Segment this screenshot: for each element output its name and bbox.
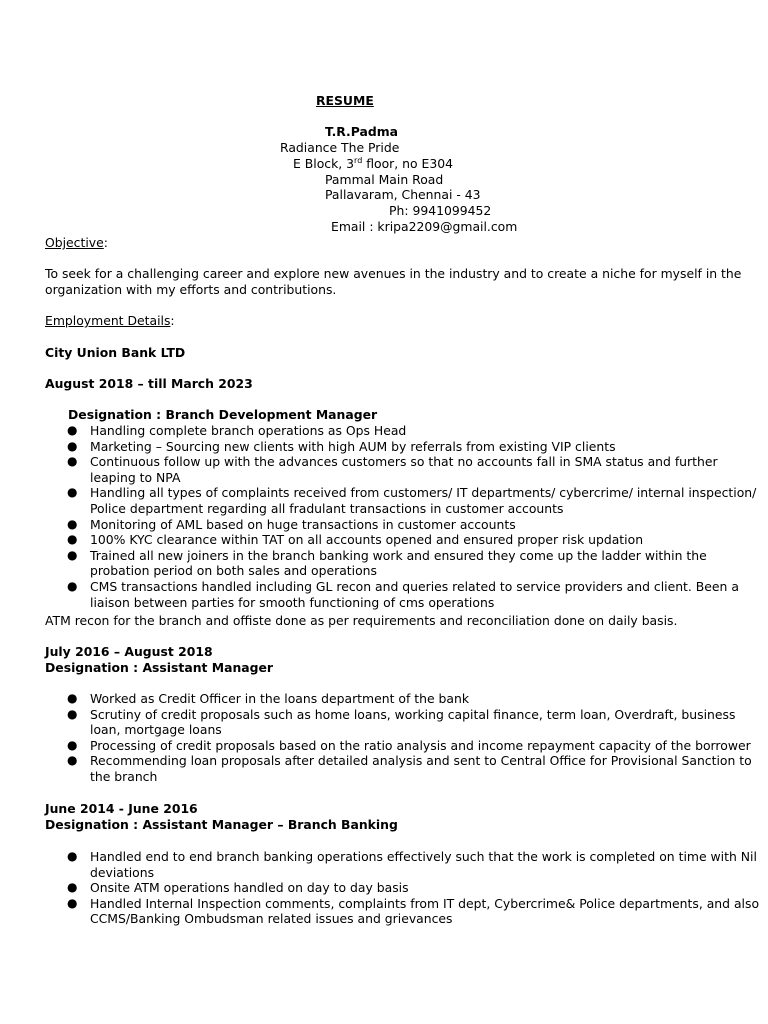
ordinal-superscript: rd — [354, 156, 363, 165]
job-bullet-list — [67, 691, 767, 785]
employment-heading: Employment Details: — [45, 313, 175, 328]
job-designation: Designation : Assistant Manager — [45, 660, 274, 675]
list-item: ● 100% KYC clearance within TAT on all accounts opened and ensured proper risk updation — [67, 532, 644, 548]
phone-number: Ph: 9941099452 — [389, 203, 492, 218]
list-item: ● Recommending loan proposals after detailed analysis and sent to Central Office for Provisional Sanction to the branch — [67, 753, 752, 784]
job-designation: Designation : Assistant Manager – Branch Banking — [45, 817, 398, 832]
list-item: ● Marketing – Sourcing new clients with high AUM by referrals from existing VIP clients — [67, 438, 616, 454]
address-line-1: Radiance The Pride — [280, 140, 400, 155]
job-period: June 2014 - June 2016 — [45, 801, 198, 816]
candidate-name: T.R.Padma — [325, 124, 399, 139]
job-period: August 2018 – till March 2023 — [45, 376, 253, 391]
resume-title: RESUME — [316, 93, 374, 108]
objective-text: To seek for a challenging career and explore new avenues in the industry and to create a niche for myself in the organization with my efforts and contributions. — [45, 266, 742, 297]
list-item: ● Monitoring of AML based on huge transactions in customer accounts — [67, 516, 516, 532]
list-item: ● Handled end to end branch banking operations effectively such that the work is completed on time with Nil deviations — [67, 849, 757, 880]
address-line-4: Pallavaram, Chennai - 43 — [325, 187, 481, 202]
list-item: ● Trained all new joiners in the branch banking work and ensured they come up the ladder within the probation period on both sales and operations — [67, 547, 707, 579]
job-bullet-list — [67, 423, 767, 610]
objective-heading: Objective: — [45, 235, 108, 250]
company-name: City Union Bank LTD — [45, 345, 186, 360]
list-item: ● Continuous follow up with the advances customers so that no accounts fall in SMA status and further leaping to NPA — [67, 454, 718, 485]
job-bullet-list — [67, 849, 767, 927]
list-item: ● Scrutiny of credit proposals such as home loans, working capital finance, term loan, Overdraft, business loan, mortgage loans — [67, 706, 736, 738]
list-item: ● Worked as Credit Officer in the loans department of the bank — [67, 691, 470, 706]
job-period: July 2016 – August 2018 — [45, 644, 213, 659]
list-item: ● Handled Internal Inspection comments, complaints from IT dept, Cybercrime& Police departments, and also CCMS/Banking Ombudsman related issues and grievances — [67, 895, 760, 927]
list-item: ● Processing of credit proposals based on the ratio analysis and income repayment capacity of the borrower — [67, 737, 751, 753]
job-designation: Designation : Branch Development Manager — [68, 407, 378, 422]
email-address: Email : kripa2209@gmail.com — [331, 219, 518, 234]
job-note: ATM recon for the branch and offiste done as per requirements and reconciliation done on daily basis. — [45, 613, 678, 628]
address-line-2: E Block, 3rd floor, no E304 — [293, 156, 454, 171]
list-item: ● CMS transactions handled including GL recon and queries related to service providers and client. Been a liaison between parties for smooth functioning of cms operations — [67, 578, 739, 610]
list-item: ● Handling all types of complaints received from customers/ IT departments/ cybercrime/ internal inspection/ Police department regarding all fradulant transactions in customer accounts — [67, 485, 757, 516]
list-item: ● Handling complete branch operations as Ops Head — [67, 423, 407, 438]
address-line-3: Pammal Main Road — [325, 172, 444, 187]
list-item: ● Onsite ATM operations handled on day to day basis — [67, 880, 409, 896]
